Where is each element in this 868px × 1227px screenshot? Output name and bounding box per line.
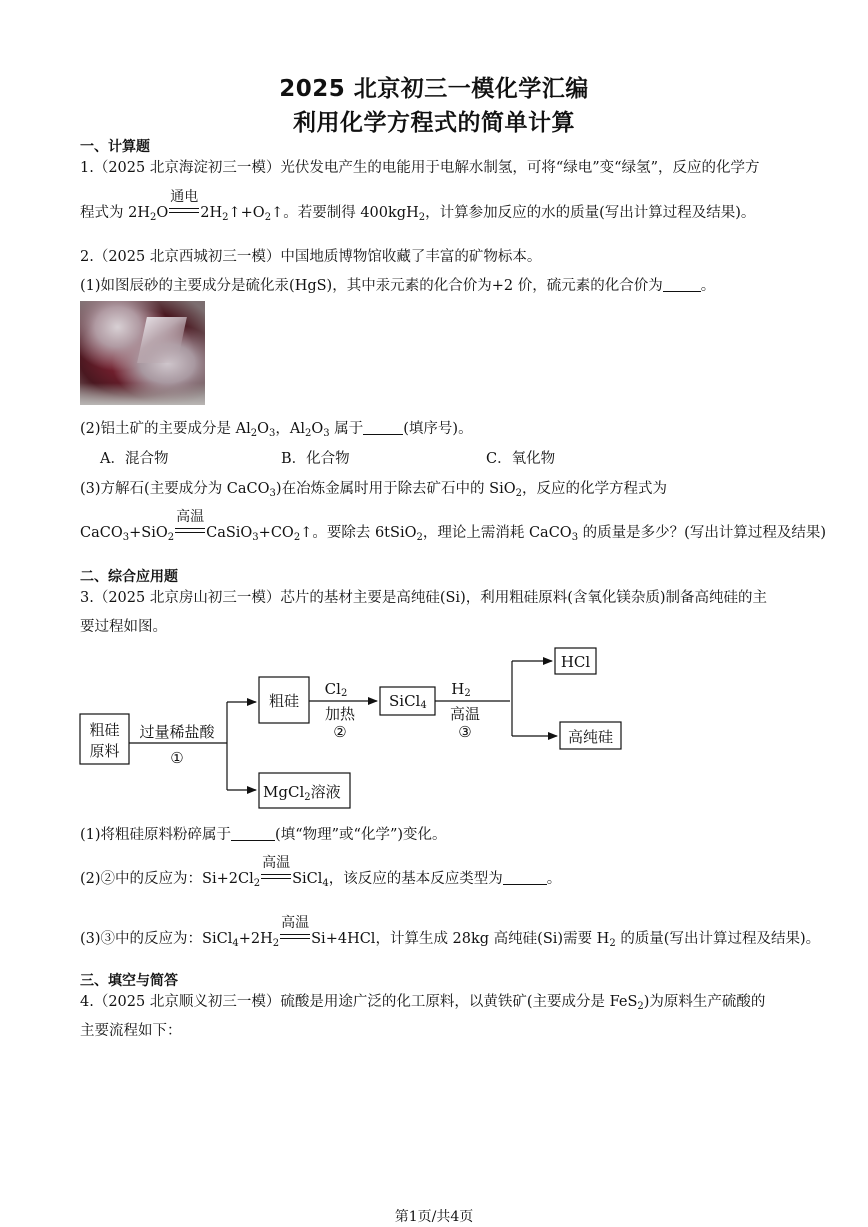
mgcl2-label: MgCl$_2$溶液 (263, 783, 341, 803)
step3-reagent-label: H2 (451, 680, 471, 699)
condition-arrow: 高温 (175, 525, 205, 541)
sicl4-label: SiCl4 (389, 692, 427, 711)
raw-material-label-2: 原料 (89, 742, 120, 760)
step1-number: ① (170, 749, 184, 767)
q2-part3: (3)方解石(主要成分为 CaCO$_3$)在冶炼金属时用于除去矿石中的 SiO$_2$，反应的化学方程式为 (80, 481, 668, 499)
q4-line1: 4.（2025 北京顺义初三一模）硫酸是用途广泛的化工原料，以黄铁矿(主要成分是 FeS$_2$)为原料生产硫酸的 (80, 994, 766, 1012)
step2-reagent-label: Cl2 (324, 680, 348, 699)
q1-line2: 程式为 $2H_2O$ 通电 $2H_2↑+O_2↑$。若要制得 400kgH$_2$，计算参加反应的水的质量(写出计算过程及结果)。 (80, 189, 756, 223)
raw-material-label-1: 粗硅 (89, 721, 120, 739)
step2-condition-label: 加热 (324, 705, 356, 723)
q2-part1: (1)如图辰砂的主要成分是硫化汞(HgS)，其中汞元素的化合价为+2 价，硫元素的化合价为 。 (80, 278, 716, 294)
q2-part2: (2)铝土矿的主要成分是 $Al_2O_3$，$Al_2O_3$ 属于 (填序号)。 (80, 421, 473, 439)
condition-arrow: 通电 (169, 205, 199, 221)
q3-part3: (3)③中的反应为：$SiCl_4+2H_2$ 高温 Si+4HCl，计算生成 28kg 高纯硅(Si)需要 $H_2$ 的质量(写出计算过程及结果)。 (80, 915, 821, 949)
step3-condition-label: 高温 (449, 705, 481, 723)
condition-arrow: 高温 (280, 931, 310, 947)
q1-line1: 1.（2025 北京海淀初三一模）光伏发电产生的电能用于电解水制氢，可将“绿电”变“绿氢”，反应的化学方 (80, 160, 760, 176)
answer-blank (231, 826, 275, 841)
page-title-line1: 2025 北京初三一模化学汇编 (279, 76, 589, 102)
hcl-label: HCl (560, 653, 591, 671)
answer-blank (503, 870, 547, 885)
condition-arrow: 高温 (261, 871, 291, 887)
option-b: B．化合物 (281, 451, 350, 467)
section-heading-3: 三、填空与简答 (80, 973, 178, 989)
crude-si-label: 粗硅 (268, 692, 300, 710)
section-heading-1: 一、计算题 (80, 139, 150, 155)
option-c: C．氧化物 (486, 451, 556, 467)
section-heading-2: 二、综合应用题 (80, 569, 178, 585)
step2-number: ② (333, 723, 347, 741)
page-number-footer: 第1页/共4页 (394, 1209, 474, 1225)
option-a: A．混合物 (100, 451, 169, 467)
q2-part3-equation: CaCO$_3$+SiO$_2$ 高温 $CaSiO_3+CO_2↑$。要除去 6tSiO$_2$，理论上需消耗 CaCO$_3$ 的质量是多少？(写出计算过程及结果) (80, 509, 826, 543)
q4-line2: 主要流程如下： (80, 1023, 182, 1039)
q2-intro: 2.（2025 北京西城初三一模）中国地质博物馆收藏了丰富的矿物标本。 (80, 249, 542, 265)
q3-part2: (2)②中的反应为：$Si+2Cl_2$ 高温 SiCl$_4$，该反应的基本反应类型为 。 (80, 855, 562, 889)
q3-part1: (1)将粗硅原料粉碎属于 (填“物理”或“化学”)变化。 (80, 827, 447, 843)
step1-reagent-label: 过量稀盐酸 (139, 723, 215, 741)
q3-line2: 要过程如图。 (80, 619, 167, 635)
q3-line1: 3.（2025 北京房山初三一模）芯片的基材主要是高纯硅(Si)，利用粗硅原料(含氧化镁杂质)制备高纯硅的主 (80, 590, 768, 606)
pure-si-label: 高纯硅 (567, 728, 614, 746)
step3-number: ③ (458, 723, 472, 741)
page-title-line2: 利用化学方程式的简单计算 (293, 110, 575, 136)
